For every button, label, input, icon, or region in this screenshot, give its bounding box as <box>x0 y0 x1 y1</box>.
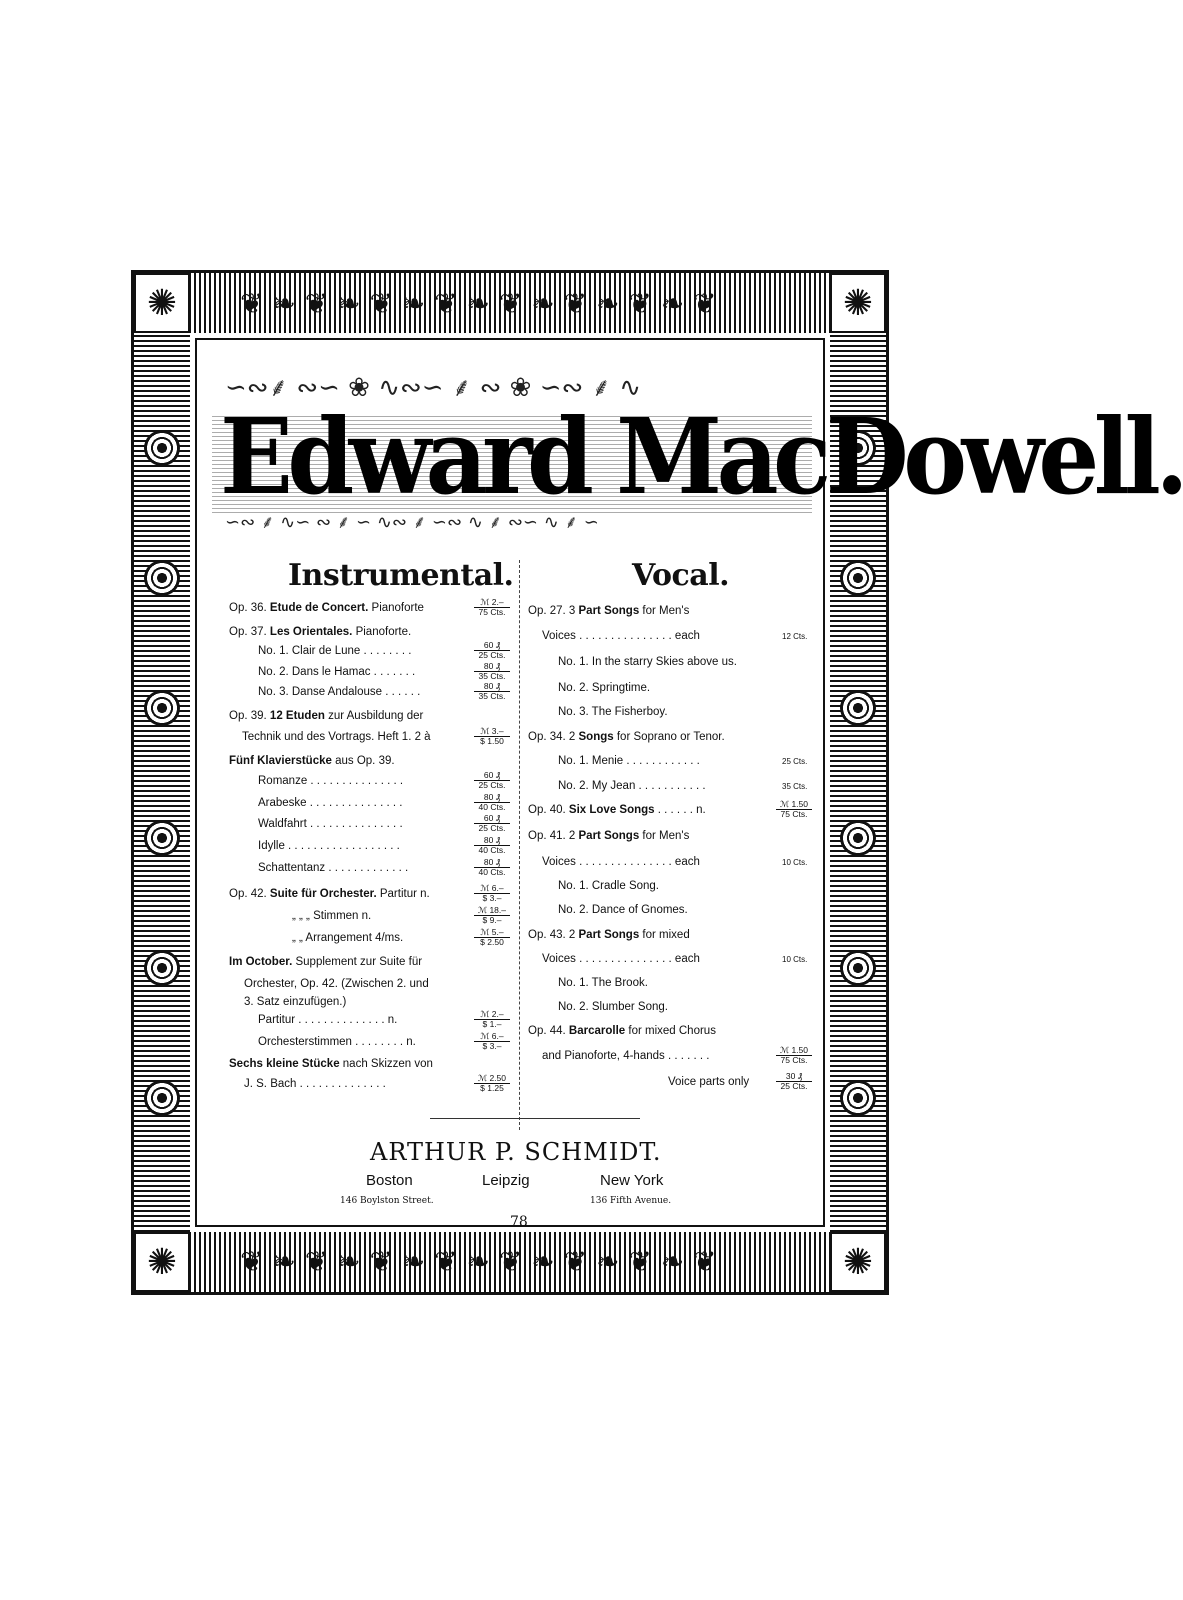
entry-detail: nach Skizzen von <box>339 1058 433 1070</box>
city-leipzig: Leipzig <box>482 1172 530 1189</box>
price-label <box>474 662 510 681</box>
corner-rosette-icon: ✺ <box>134 273 190 333</box>
flower-ornament-icon <box>144 430 180 466</box>
vocal-entry <box>528 830 689 842</box>
entry-text: No. 3. Danse Andalouse . . . . . . <box>258 686 421 698</box>
corner-rosette-icon: ✺ <box>134 1232 190 1292</box>
price-mark: ℳ 5.– <box>474 928 510 938</box>
vocal-entry <box>542 1050 710 1062</box>
price-label <box>474 682 510 701</box>
entry-text: No. 2. Springtime. <box>558 682 651 694</box>
price-mark: ℳ 18.– <box>474 906 510 916</box>
price-label <box>474 1074 510 1093</box>
publisher-name: ARTHUR P. SCHMIDT. <box>370 1138 662 1166</box>
vocal-entry <box>528 731 725 743</box>
price-dollar: 40 Cts. <box>478 802 506 812</box>
entry-text: Op. 42. <box>229 888 270 900</box>
composer-title: Edward MacDowell. <box>220 395 1183 518</box>
price-label <box>474 598 510 617</box>
price-dollar: $ 3.– <box>482 893 502 903</box>
entry-detail: zur Ausbildung der <box>324 710 424 722</box>
instrumental-entry <box>258 775 403 787</box>
instrumental-entry <box>258 645 411 657</box>
price-label <box>776 1046 812 1065</box>
price-dollar: 40 Cts. <box>478 867 506 877</box>
instrumental-entry <box>258 1014 397 1026</box>
entry-title: Fünf Klavierstücke <box>229 755 332 767</box>
entry-text: Idylle . . . . . . . . . . . . . . . . . . <box>258 840 400 852</box>
price-dollar: $ 2.50 <box>480 937 504 947</box>
entry-detail: for mixed Chorus <box>625 1025 716 1037</box>
vocal-entry <box>528 804 706 816</box>
flower-ornament-icon <box>144 820 180 856</box>
vocal-entry <box>558 880 659 892</box>
column-divider <box>519 560 520 1130</box>
entry-text: No. 2. My Jean . . . . . . . . . . . <box>558 780 706 792</box>
price-label <box>474 727 510 746</box>
vocal-entry <box>558 780 706 792</box>
entry-text: and Pianoforte, 4-hands . . . . . . . <box>542 1050 710 1062</box>
instrumental-entry <box>229 602 424 614</box>
instrumental-heading: Instrumental. <box>288 558 514 593</box>
entry-text: Schattentanz . . . . . . . . . . . . . <box>258 862 409 874</box>
entry-detail: aus Op. 39. <box>331 755 395 767</box>
price-dollar: 35 Cts. <box>478 691 506 701</box>
instrumental-entry <box>258 840 400 852</box>
flower-ornament-icon <box>144 1080 180 1116</box>
price-mark: 60 ₰ <box>474 771 510 781</box>
boston-address: 146 Boylston Street. <box>340 1196 434 1206</box>
plate-mark: 78 <box>510 1214 528 1230</box>
composer-title-block <box>210 395 1183 525</box>
price-mark: ℳ 1.50 <box>776 1046 812 1056</box>
vocal-entry <box>542 953 700 965</box>
entry-detail: Supplement zur Suite für <box>292 956 423 968</box>
flower-ornament-icon <box>144 560 180 596</box>
price-label: 25 Cts. <box>782 757 808 766</box>
price-label <box>474 836 510 855</box>
newyork-address: 136 Fifth Avenue. <box>590 1196 672 1206</box>
entry-text: Op. 39. <box>229 710 270 722</box>
instrumental-entry <box>244 996 346 1008</box>
price-label <box>474 641 510 660</box>
entry-text: No. 1. Cradle Song. <box>558 880 660 892</box>
vocal-entry <box>558 904 688 916</box>
entry-text: Op. 27. 3 <box>528 605 579 617</box>
flower-ornament-icon <box>144 690 180 726</box>
price-dollar: $ 1.25 <box>480 1083 504 1093</box>
vocal-heading: Vocal. <box>632 558 730 593</box>
price-label <box>474 1032 510 1051</box>
entry-title: Etude de Concert. <box>269 602 369 614</box>
price-dollar: 25 Cts. <box>478 650 506 660</box>
entry-text: No. 3. The Fisherboy. <box>558 706 668 718</box>
vocal-entry <box>668 1076 749 1088</box>
entry-text: Op. 41. 2 <box>528 830 579 842</box>
price-label <box>474 906 510 925</box>
price-label <box>474 928 510 947</box>
instrumental-entry <box>258 1036 416 1048</box>
entry-text: 3. Satz einzufügen.) <box>244 996 347 1008</box>
price-label: 10 Cts. <box>782 858 808 867</box>
entry-text: No. 2. Slumber Song. <box>558 1001 668 1013</box>
publisher-separator <box>430 1118 640 1119</box>
price-mark: 60 ₰ <box>474 814 510 824</box>
price-label <box>776 1072 812 1091</box>
entry-text: No. 1. The Brook. <box>558 977 648 989</box>
price-dollar: 25 Cts. <box>478 780 506 790</box>
entry-text: Waldfahrt . . . . . . . . . . . . . . . <box>258 818 403 830</box>
entry-text: Op. 44. <box>528 1025 569 1037</box>
corner-rosette-icon: ✺ <box>830 1232 886 1292</box>
price-label <box>474 1010 510 1029</box>
price-label <box>474 814 510 833</box>
flower-ornament-icon <box>840 690 876 726</box>
entry-title: Part Songs <box>578 929 640 941</box>
price-mark: ℳ 3.– <box>474 727 510 737</box>
entry-text: Voices . . . . . . . . . . . . . . . each <box>542 630 700 642</box>
entry-text: Orchesterstimmen . . . . . . . . n. <box>258 1036 416 1048</box>
entry-text: No. 2. Dans le Hamac . . . . . . . <box>258 666 416 678</box>
instrumental-entry <box>258 666 415 678</box>
vocal-entry <box>558 682 650 694</box>
price-dollar: 75 Cts. <box>780 809 808 819</box>
price-label: 12 Cts. <box>782 632 808 641</box>
vocal-entry <box>558 977 648 989</box>
instrumental-entry <box>244 978 429 990</box>
entry-text: J. S. Bach . . . . . . . . . . . . . . <box>244 1078 386 1090</box>
price-mark: 80 ₰ <box>474 836 510 846</box>
entry-text: Voices . . . . . . . . . . . . . . . each <box>542 856 700 868</box>
entry-text: Voices . . . . . . . . . . . . . . . each <box>542 953 700 965</box>
price-label <box>474 884 510 903</box>
acanthus-scroll-icon: ❦ ❧ ❦ ❧ ❦ ❧ ❦ ❧ ❦ ❧ ❦ ❧ ❦ ❧ ❦ <box>240 287 717 320</box>
city-boston: Boston <box>366 1172 413 1189</box>
price-label: 35 Cts. <box>782 782 808 791</box>
vocal-entry <box>528 605 689 617</box>
price-dollar: $ 1.50 <box>480 736 504 746</box>
entry-title: 12 Etuden <box>269 710 325 722</box>
flower-ornament-icon <box>840 1080 876 1116</box>
entry-title: Suite für Orchester. <box>269 888 377 900</box>
price-mark: ℳ 6.– <box>474 1032 510 1042</box>
price-mark: ℳ 2.50 <box>474 1074 510 1084</box>
entry-text: Arabeske . . . . . . . . . . . . . . . <box>258 797 403 809</box>
price-mark: 80 ₰ <box>474 662 510 672</box>
price-label <box>474 793 510 812</box>
price-dollar: 40 Cts. <box>478 845 506 855</box>
price-mark: 80 ₰ <box>474 858 510 868</box>
entry-text: Op. 43. 2 <box>528 929 579 941</box>
entry-text: Op. 37. <box>229 626 270 638</box>
entry-title: Part Songs <box>578 830 640 842</box>
entry-detail: Pianoforte. <box>352 626 412 638</box>
price-dollar: 25 Cts. <box>478 823 506 833</box>
flourish-icon: ∽∾⸙ ∾∽ ❀ ∿∾∽ ⸙ ∾ ❀ ∽∾ ⸙ ∿ <box>225 373 642 403</box>
entry-title: Im October. <box>229 956 293 968</box>
entry-text: Partitur . . . . . . . . . . . . . . n. <box>258 1014 398 1026</box>
instrumental-entry <box>292 932 403 944</box>
entry-text: No. 1. In the starry Skies above us. <box>558 656 737 668</box>
vocal-entry <box>558 656 737 668</box>
vocal-entry <box>528 929 690 941</box>
price-label <box>474 858 510 877</box>
price-label: 10 Cts. <box>782 955 808 964</box>
instrumental-entry <box>229 710 423 722</box>
entry-title: Sechs kleine Stücke <box>229 1058 340 1070</box>
entry-text: Voice parts only <box>668 1076 750 1088</box>
price-dollar: $ 3.– <box>482 1041 502 1051</box>
price-dollar: 75 Cts. <box>478 607 506 617</box>
entry-detail: . . . . . . n. <box>654 804 706 816</box>
price-mark: 80 ₰ <box>474 793 510 803</box>
entry-text: No. 1. Clair de Lune . . . . . . . . <box>258 645 412 657</box>
instrumental-entry <box>229 626 411 638</box>
instrumental-entry <box>229 888 430 900</box>
flower-ornament-icon <box>840 950 876 986</box>
city-newyork: New York <box>600 1172 664 1189</box>
instrumental-entry <box>292 910 371 922</box>
entry-title: Songs <box>578 731 614 743</box>
price-mark: 60 ₰ <box>474 641 510 651</box>
price-dollar: 35 Cts. <box>478 671 506 681</box>
instrumental-entry <box>229 1058 433 1070</box>
price-dollar: $ 1.– <box>482 1019 502 1029</box>
price-mark: 30 ₰ <box>776 1072 812 1082</box>
price-mark: ℳ 6.– <box>474 884 510 894</box>
price-dollar: $ 9.– <box>482 915 502 925</box>
instrumental-entry <box>229 755 395 767</box>
entry-text: No. 2. Dance of Gnomes. <box>558 904 688 916</box>
entry-detail: for Men's <box>639 605 690 617</box>
instrumental-entry <box>258 686 420 698</box>
entry-detail: for mixed <box>639 929 690 941</box>
frame-left-band <box>134 273 190 1292</box>
entry-detail: for Men's <box>639 830 690 842</box>
price-label <box>776 800 812 819</box>
price-mark: ℳ 2.– <box>474 1010 510 1020</box>
entry-detail: Partitur n. <box>376 888 430 900</box>
entry-detail: Pianoforte <box>368 602 424 614</box>
vocal-entry <box>528 1025 716 1037</box>
acanthus-scroll-icon: ❦ ❧ ❦ ❧ ❦ ❧ ❦ ❧ ❦ ❧ ❦ ❧ ❦ ❧ ❦ <box>240 1245 717 1278</box>
instrumental-entry <box>258 862 408 874</box>
entry-title: Part Songs <box>578 605 640 617</box>
entry-text: Op. 36. <box>229 602 270 614</box>
instrumental-entry <box>229 956 422 968</box>
entry-text: Technik und des Vortrags. Heft 1. 2 à <box>242 731 431 743</box>
entry-text: Op. 34. 2 <box>528 731 579 743</box>
vocal-entry <box>558 755 700 767</box>
entry-text: „ „ Arrangement 4/ms. <box>292 932 404 944</box>
price-mark: ℳ 1.50 <box>776 800 812 810</box>
instrumental-entry <box>258 797 402 809</box>
entry-title: Six Love Songs <box>568 804 655 816</box>
price-dollar: 75 Cts. <box>780 1055 808 1065</box>
entry-title: Les Orientales. <box>269 626 353 638</box>
entry-text: No. 1. Menie . . . . . . . . . . . . <box>558 755 700 767</box>
flower-ornament-icon <box>144 950 180 986</box>
entry-text: „ „ „ Stimmen n. <box>292 910 372 922</box>
entry-detail: for Soprano or Tenor. <box>613 731 725 743</box>
entry-title: Barcarolle <box>568 1025 626 1037</box>
vocal-entry <box>558 706 668 718</box>
instrumental-entry <box>258 818 403 830</box>
entry-text: Op. 40. <box>528 804 569 816</box>
vocal-entry <box>542 856 700 868</box>
vocal-entry <box>558 1001 668 1013</box>
flower-ornament-icon <box>840 820 876 856</box>
flourish-icon: ∽∾ ⸙ ∿∽ ∾ ⸙ ∽ ∿∾ ⸙ ∽∾ ∿ ⸙ ∾∽ ∿ ⸙ ∽ <box>225 512 599 533</box>
instrumental-entry <box>244 1078 386 1090</box>
price-mark: 80 ₰ <box>474 682 510 692</box>
price-label <box>474 771 510 790</box>
instrumental-entry <box>242 731 431 743</box>
entry-text: Romanze . . . . . . . . . . . . . . . <box>258 775 404 787</box>
price-mark: ℳ 2.– <box>474 598 510 608</box>
price-dollar: 25 Cts. <box>780 1081 808 1091</box>
corner-rosette-icon: ✺ <box>830 273 886 333</box>
vocal-entry <box>542 630 700 642</box>
flower-ornament-icon <box>840 560 876 596</box>
entry-text: Orchester, Op. 42. (Zwischen 2. und <box>244 978 429 990</box>
